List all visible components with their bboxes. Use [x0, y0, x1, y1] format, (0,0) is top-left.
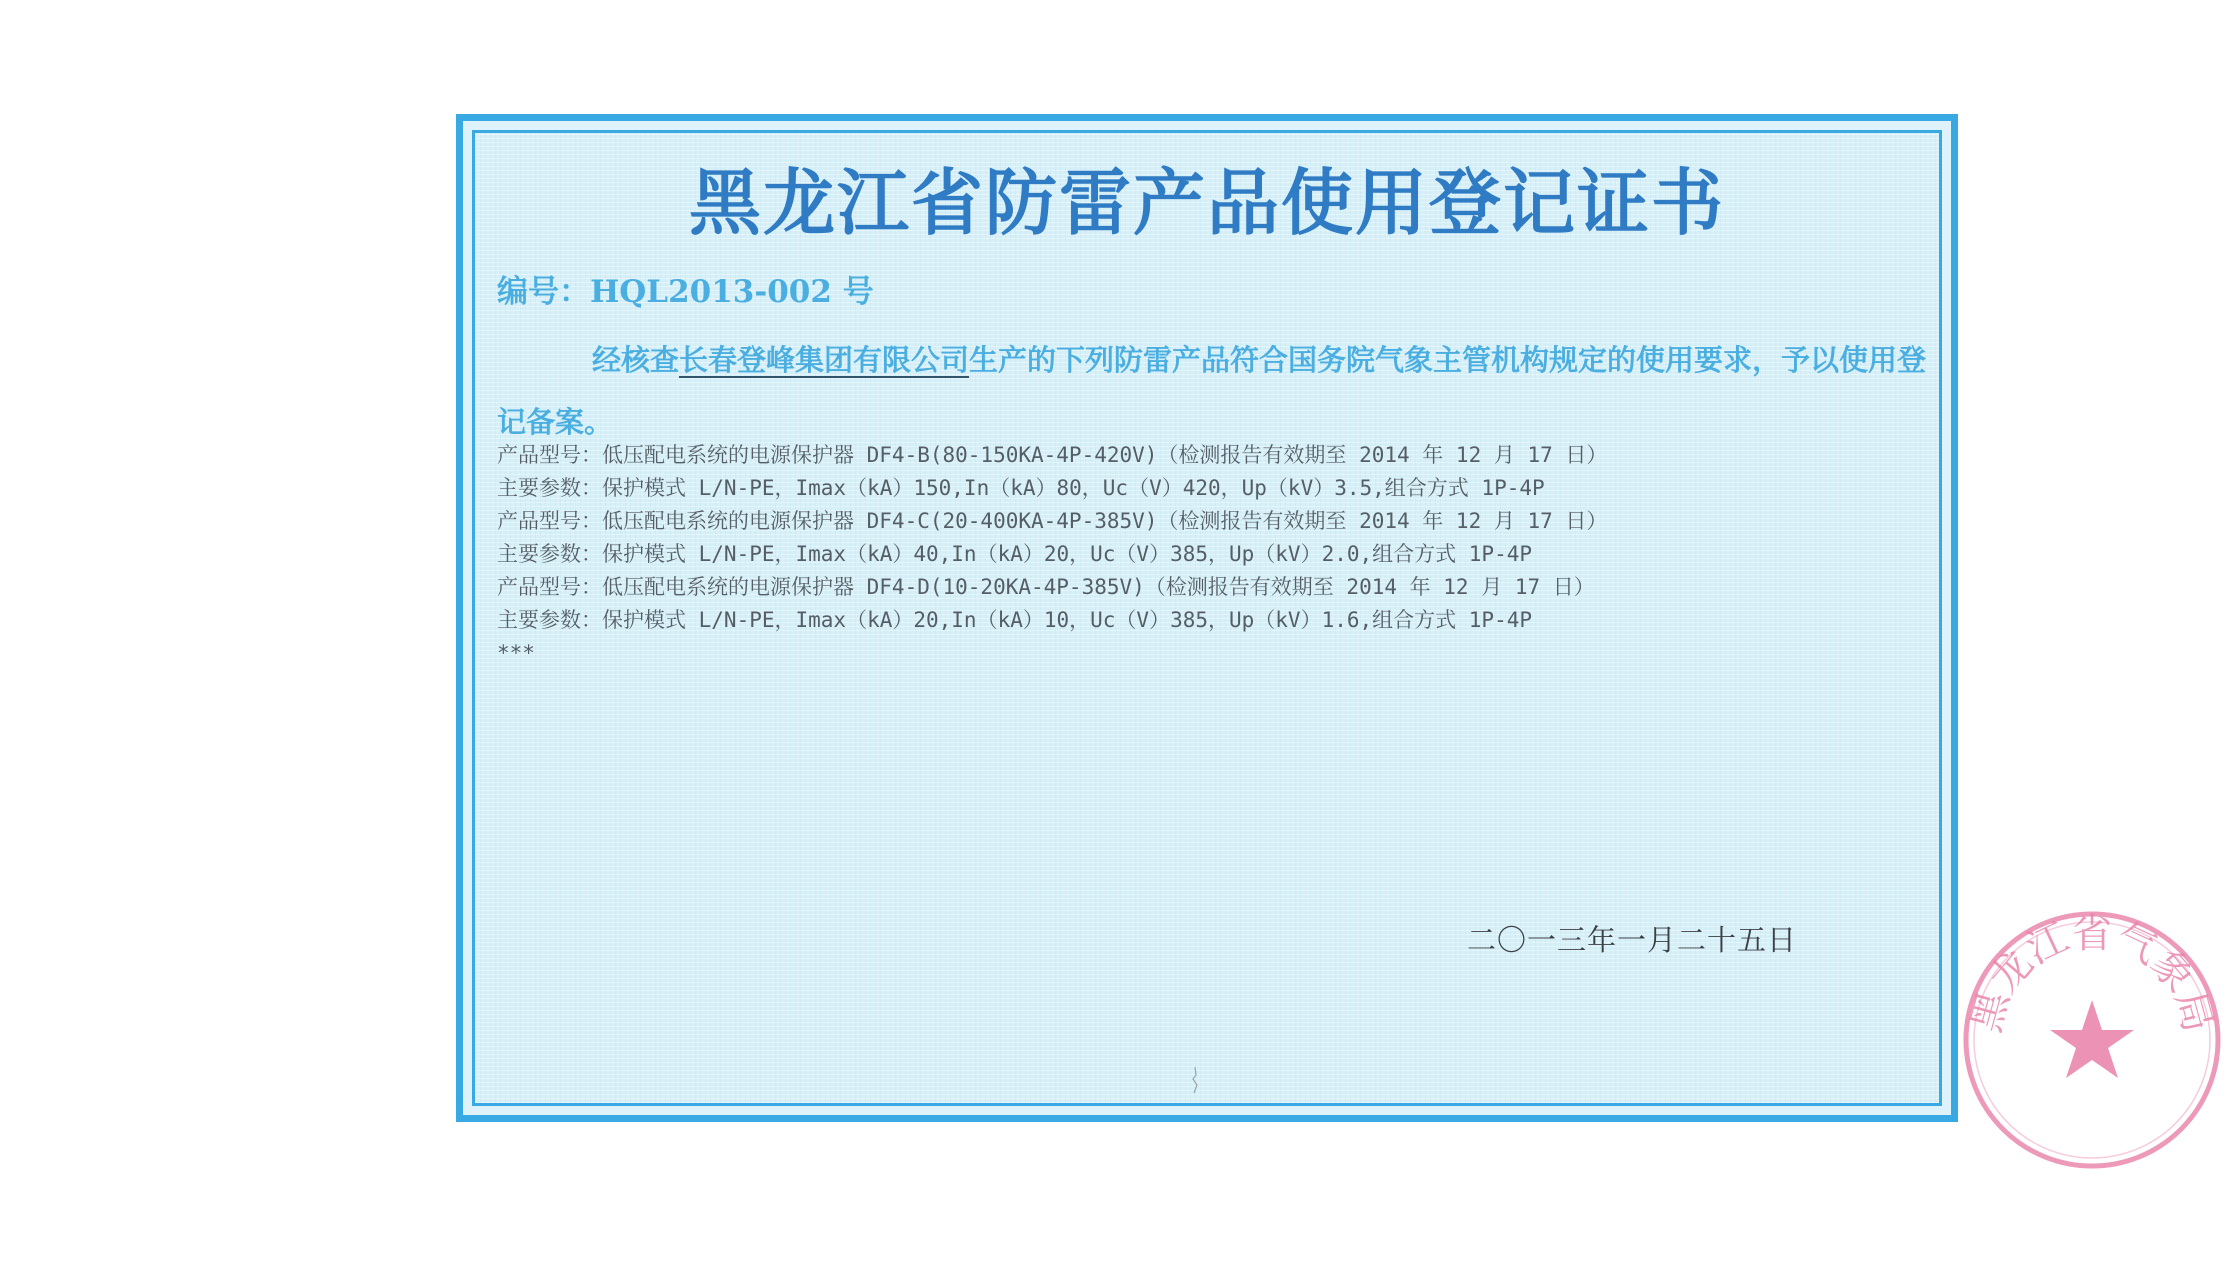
- official-seal-icon: [1958, 906, 2226, 1174]
- certificate-frame: [456, 114, 2221, 1122]
- company-name: 长春登峰集团有限公司: [679, 343, 970, 377]
- intro-suffix: 生产的下列防雷产品符合国务院气象主管机构规定的使用要求，予以使用登记备案。: [497, 343, 1927, 439]
- intro-prefix: 经核查: [592, 343, 680, 377]
- certificate-number: 编号：HQL2013-002 号: [497, 274, 874, 310]
- certificate-title: 黑龙江省防雷产品使用登记证书: [688, 161, 1725, 245]
- product-model-2: 产品型号：低压配电系统的电源保护器 DF4-C(20-400KA-4P-385V)（检测报告有效期至 2014 年 12 月 17 日）: [497, 509, 1608, 533]
- scan-speck: [1188, 1065, 1202, 1095]
- seal-text: 黑龙江省气象局: [1963, 911, 2221, 1037]
- product-model-3: 产品型号：低压配电系统的电源保护器 DF4-D(10-20KA-4P-385V)（检测报告有效期至 2014 年 12 月 17 日）: [497, 575, 1595, 599]
- certificate-intro: [497, 329, 1937, 453]
- certificate-inner-frame: [472, 130, 2221, 1106]
- product-params-1: 主要参数：保护模式 L/N-PE，Imax（kA）150,In（kA）80，Uc（V）420，Up（kV）3.5,组合方式 1P-4P: [497, 476, 1545, 500]
- end-mark: ***: [497, 641, 535, 665]
- issue-date: 二〇一三年一月二十五日: [1467, 923, 1798, 957]
- product-params-3: 主要参数：保护模式 L/N-PE，Imax（kA）20,In（kA）10，Uc（V）385，Up（kV）1.6,组合方式 1P-4P: [497, 608, 1533, 632]
- product-model-1: 产品型号：低压配电系统的电源保护器 DF4-B(80-150KA-4P-420V)（检测报告有效期至 2014 年 12 月 17 日）: [497, 443, 1608, 467]
- product-list: [497, 439, 1607, 670]
- product-params-2: 主要参数：保护模式 L/N-PE，Imax（kA）40,In（kA）20，Uc（V）385，Up（kV）2.0,组合方式 1P-4P: [497, 542, 1533, 566]
